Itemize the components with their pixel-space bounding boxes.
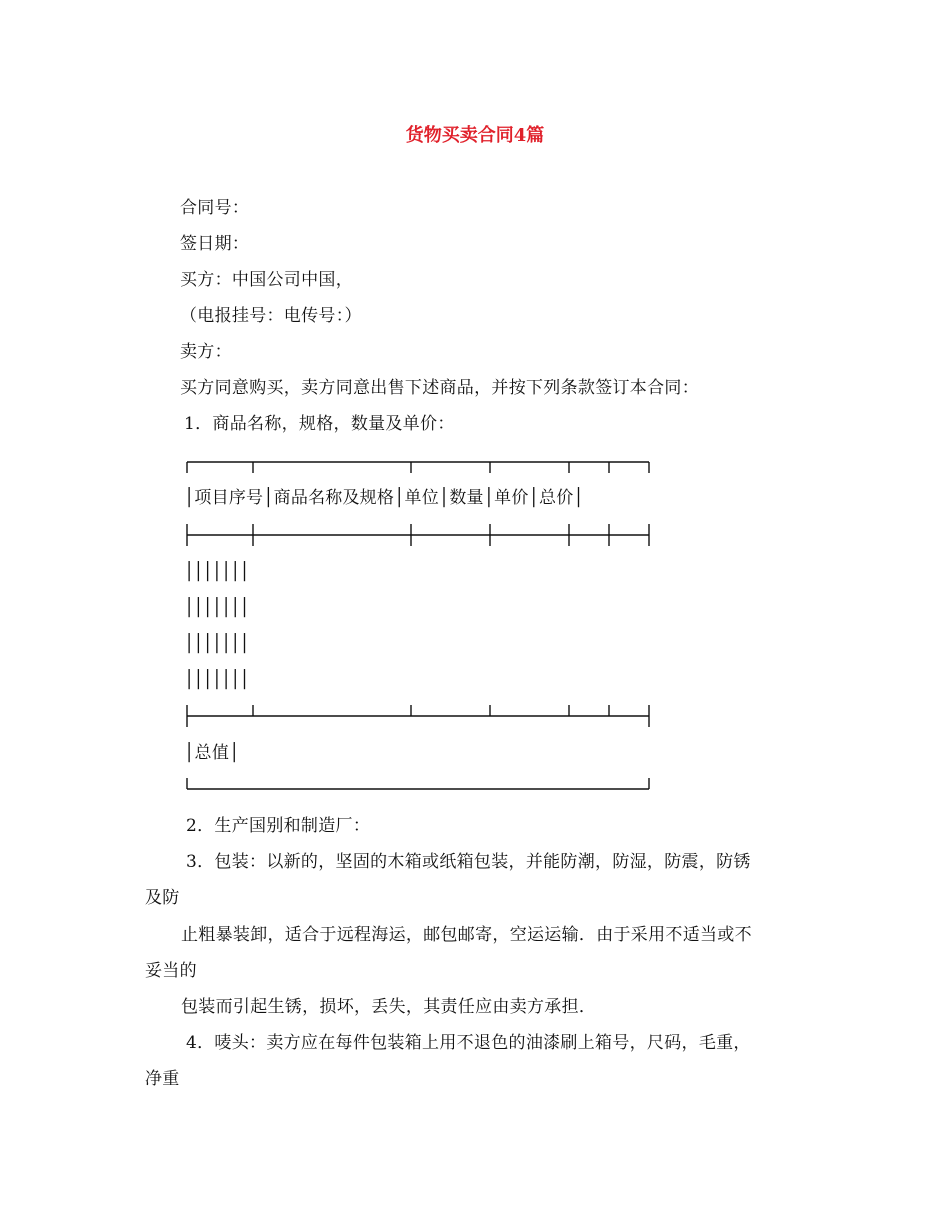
clause-3-continuation: 止粗暴装卸，适合于远程海运，邮包邮寄，空运运输．由于采用不适当或不 (181, 925, 752, 945)
table-empty-row: │││││││ (184, 598, 249, 618)
agreement-line: 买方同意购买，卖方同意出售下述商品，并按下列条款签订本合同： (180, 378, 699, 398)
sign-date-line: 签日期： (180, 234, 250, 254)
clause-3-continuation: 包装而引起生锈，损坏，丢失，其责任应由卖方承担． (181, 997, 597, 1017)
table-empty-row: │││││││ (184, 670, 249, 690)
document-title: 货物买卖合同4篇 (405, 125, 545, 146)
clause-1-heading: 1．商品名称，规格，数量及单价： (184, 414, 455, 434)
table-empty-row: │││││││ (184, 562, 249, 582)
clause-3-continuation: 妥当的 (145, 961, 197, 981)
contract-number-line: 合同号： (180, 198, 250, 218)
table-header-row: │项目序号│商品名称及规格│单位│数量│单价│总价│ (184, 488, 584, 508)
clause-2-line: 2．生产国别和制造厂： (186, 816, 371, 836)
clause-4-line: 4．唛头：卖方应在每件包装箱上用不退色的油漆刷上箱号，尺码，毛重， (186, 1033, 751, 1053)
telegram-line: （电报挂号：电传号：） (180, 306, 362, 326)
table-empty-row: │││││││ (184, 634, 249, 654)
buyer-line: 买方：中国公司中国， (180, 270, 353, 290)
clause-3-line: 3．包装：以新的，坚固的木箱或纸箱包装，并能防潮，防湿，防震，防锈 (186, 852, 751, 872)
seller-line: 卖方： (180, 342, 232, 362)
clause-3-continuation: 及防 (145, 888, 180, 908)
table-total-row: │总值│ (184, 743, 240, 763)
clause-4-continuation: 净重 (145, 1069, 180, 1089)
